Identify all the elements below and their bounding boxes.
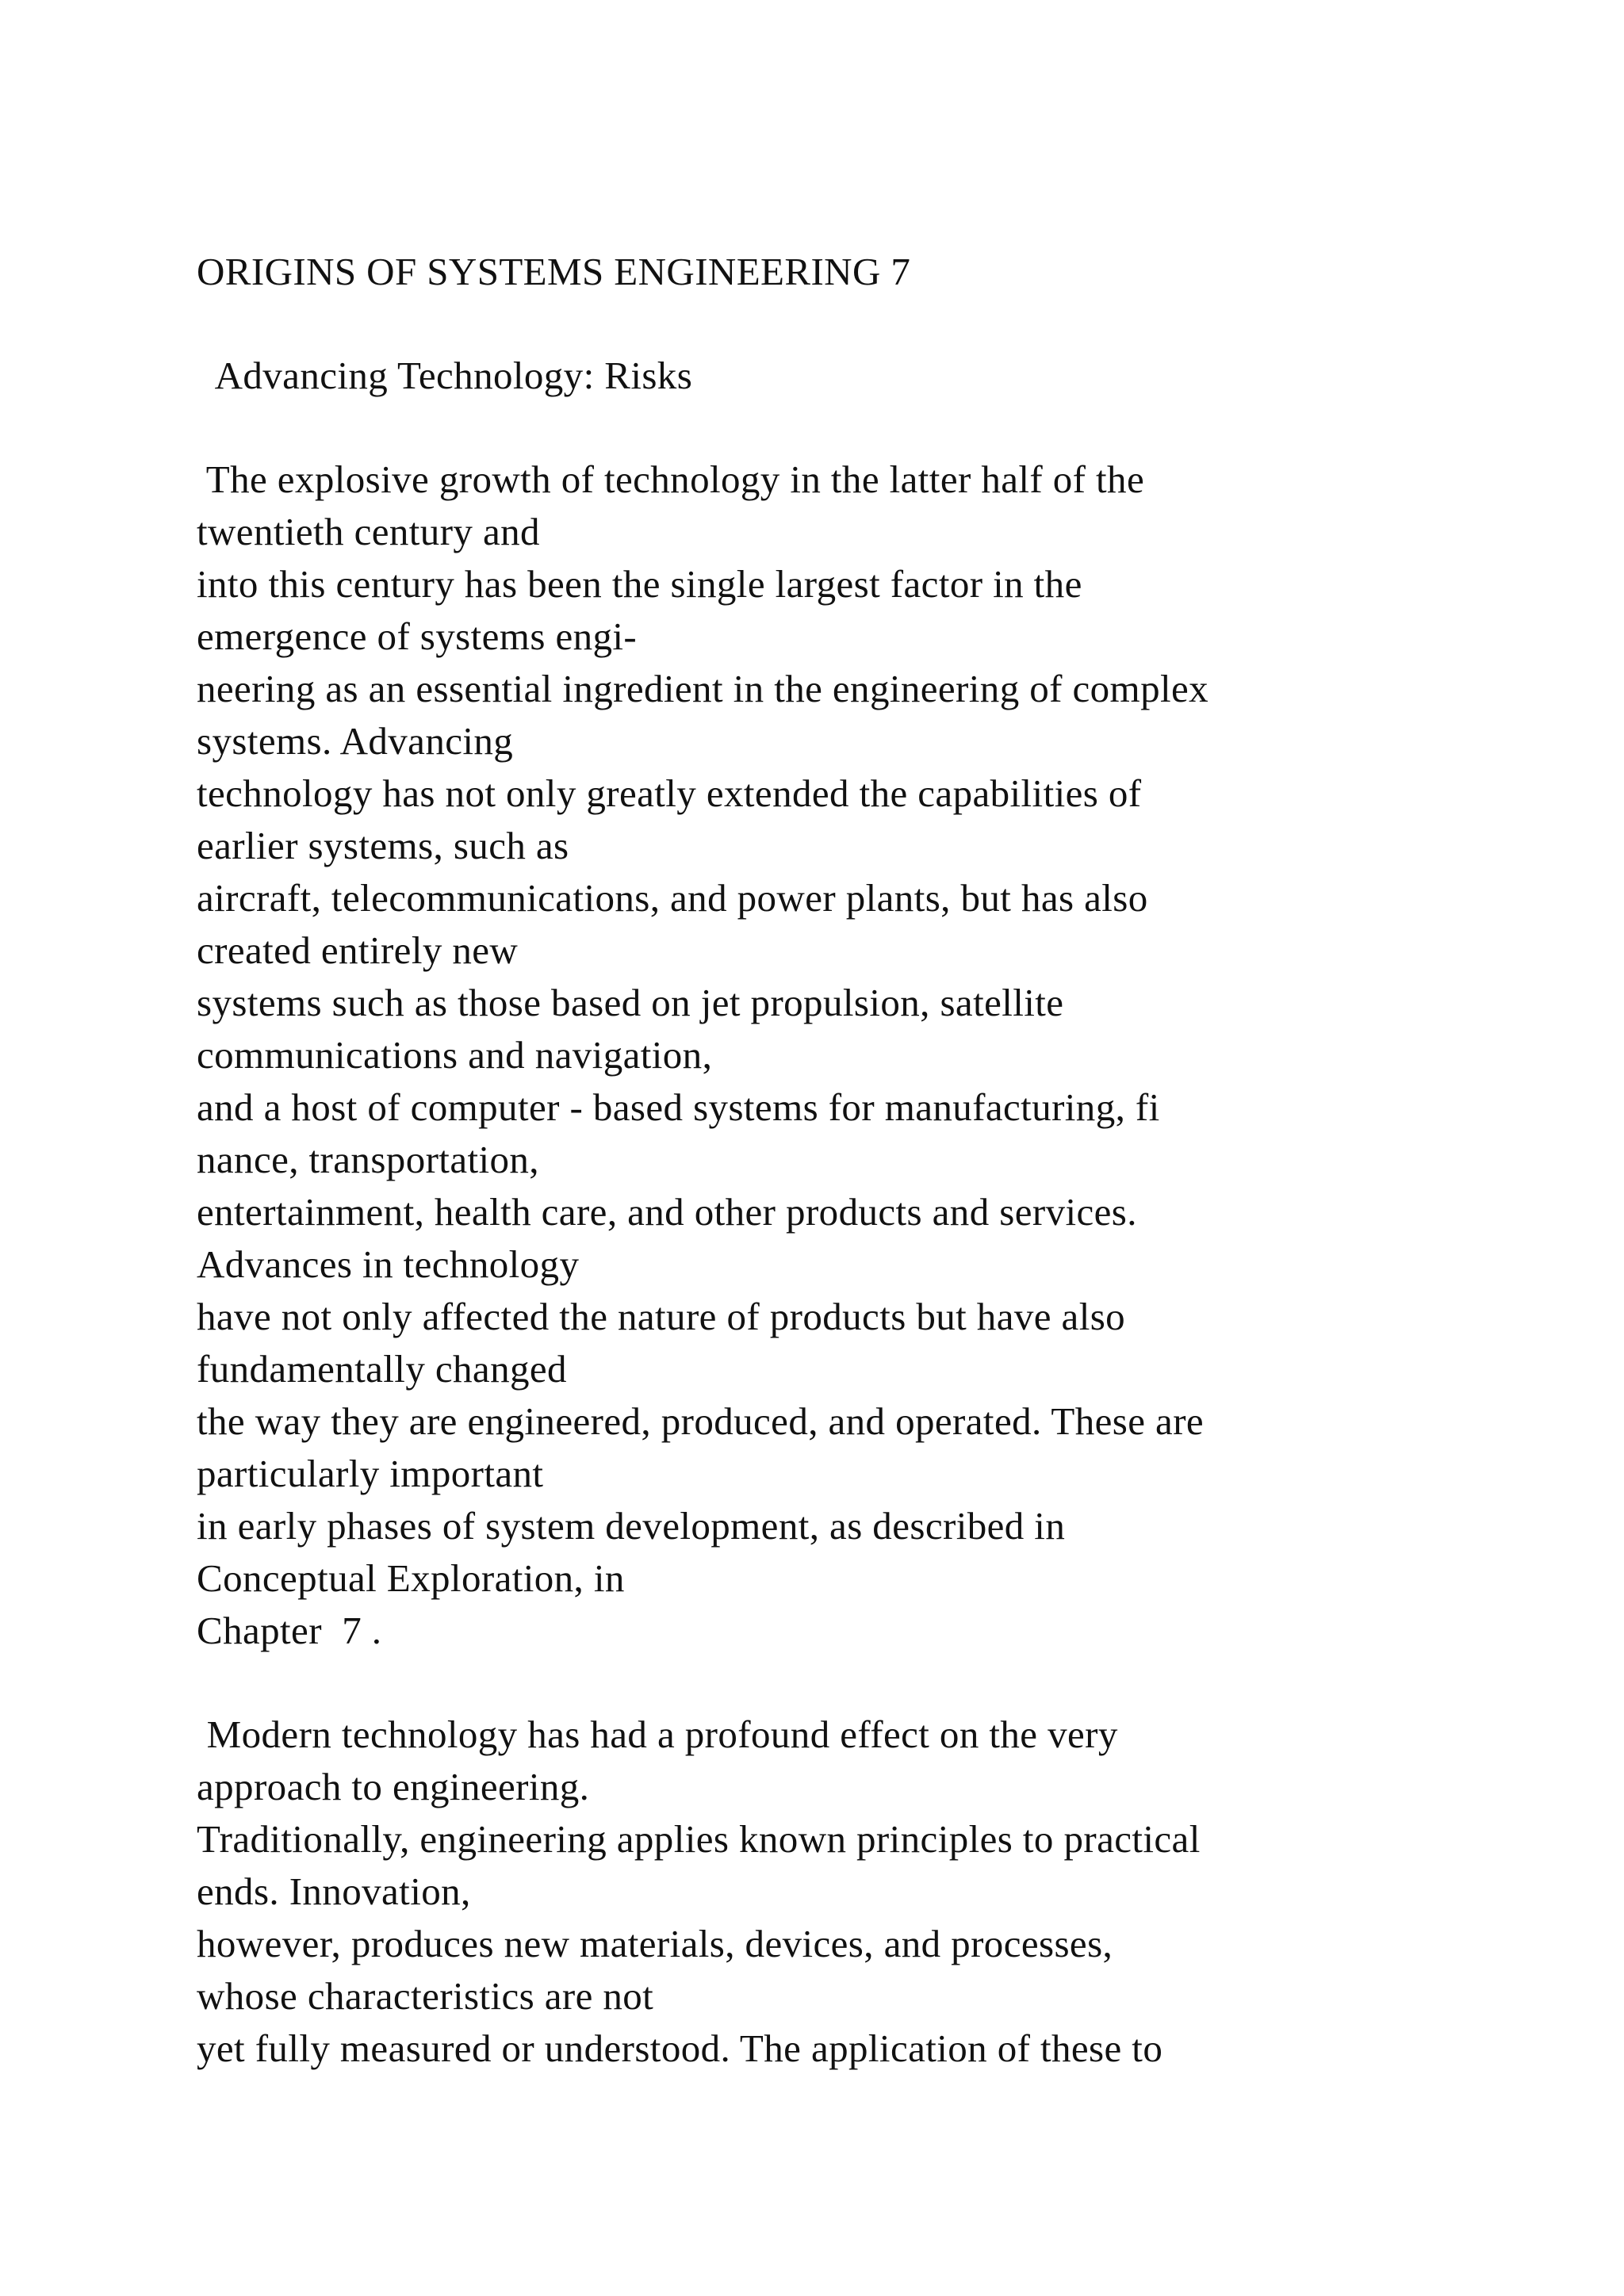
text-line: systems such as those based on jet propulsion, satellite <box>197 981 1064 1024</box>
text-line: systems. Advancing <box>197 719 514 763</box>
text-line: in early phases of system development, as described in <box>197 1504 1066 1548</box>
text-line: whose characteristics are not <box>197 1974 654 2018</box>
text-line: into this century has been the single largest factor in the <box>197 562 1082 606</box>
section-title: Advancing Technology: Risks <box>197 354 693 397</box>
text-line: Traditionally, engineering applies known principles to practical <box>197 1817 1201 1861</box>
text-line: technology has not only greatly extended the capabilities of <box>197 771 1142 815</box>
text-line: aircraft, telecommunications, and power plants, but has also <box>197 876 1148 920</box>
text-line: fundamentally changed <box>197 1347 567 1391</box>
text-line: ends. Innovation, <box>197 1869 471 1913</box>
text-line: approach to engineering. <box>197 1765 590 1808</box>
page-heading: ORIGINS OF SYSTEMS ENGINEERING 7 <box>197 250 911 293</box>
text-line: nance, transportation, <box>197 1138 539 1181</box>
text-line: communications and navigation, <box>197 1033 713 1077</box>
text-line: Modern technology has had a profound effect on the very <box>197 1712 1118 1756</box>
text-line: entertainment, health care, and other products and services. <box>197 1190 1137 1234</box>
text-line: emergence of systems engi- <box>197 614 638 658</box>
text-line: Conceptual Exploration, in <box>197 1556 625 1600</box>
text-line: particularly important <box>197 1452 544 1495</box>
text-line: and a host of computer - based systems for manufacturing, fi <box>197 1085 1160 1129</box>
text-line: Advances in technology <box>197 1242 580 1286</box>
text-line: the way they are engineered, produced, and operated. These are <box>197 1399 1205 1443</box>
text-line: however, produces new materials, devices, and processes, <box>197 1922 1113 1965</box>
text-line: The explosive growth of technology in the latter half of the <box>197 457 1145 501</box>
text-line: Chapter 7 . <box>197 1609 382 1652</box>
text-line: twentieth century and <box>197 510 540 553</box>
text-line: yet fully measured or understood. The application of these to <box>197 2026 1163 2070</box>
text-line: neering as an essential ingredient in the engineering of complex <box>197 667 1209 710</box>
text-line: have not only affected the nature of products but have also <box>197 1295 1126 1338</box>
text-line: created entirely new <box>197 928 519 972</box>
text-line: earlier systems, such as <box>197 824 569 867</box>
